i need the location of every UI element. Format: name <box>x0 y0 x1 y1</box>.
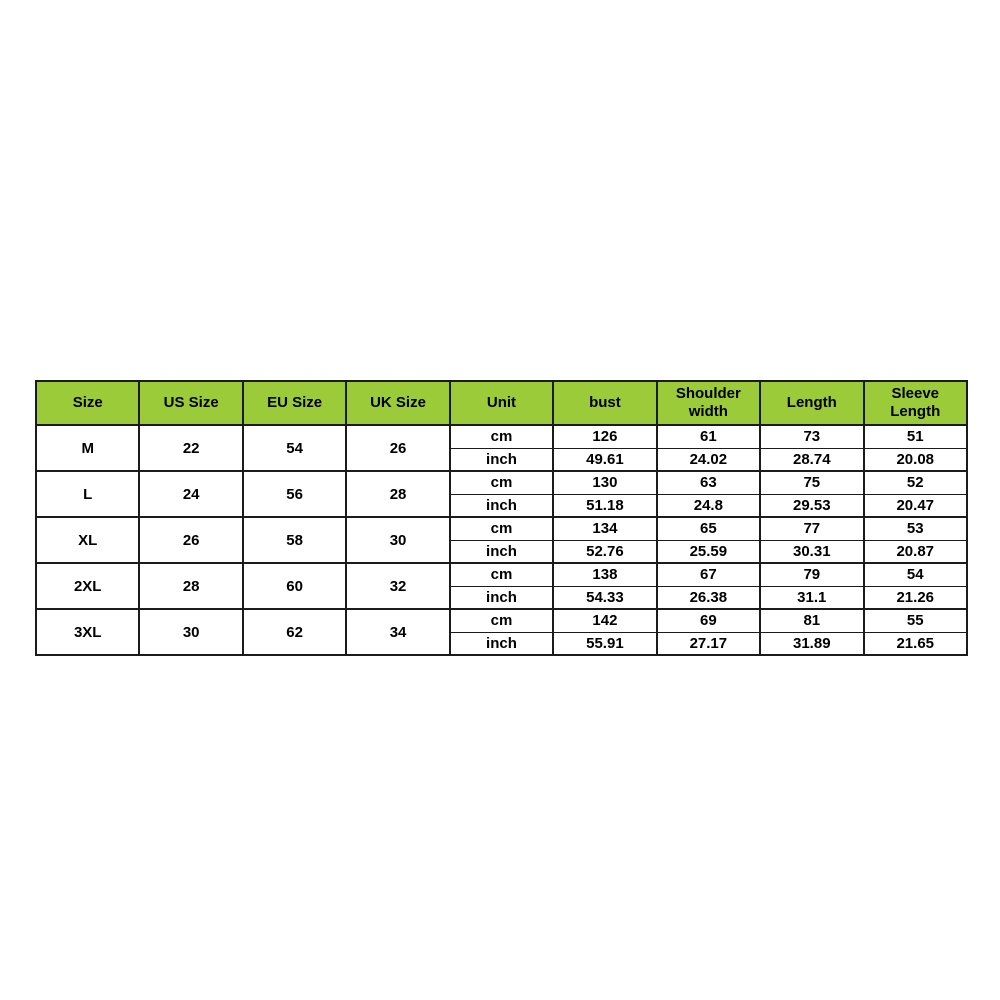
header-cell-eu-size: EU Size <box>243 381 346 425</box>
us-size-cell: 24 <box>139 471 242 517</box>
us-size-cell: 28 <box>139 563 242 609</box>
eu-size-cell: 54 <box>243 425 346 471</box>
shoulder-width-cell: 25.59 <box>657 540 760 563</box>
length-cell: 73 <box>760 425 863 448</box>
eu-size-cell: 62 <box>243 609 346 655</box>
table-row-3xl-cm <box>36 609 967 632</box>
eu-size-cell: 56 <box>243 471 346 517</box>
bust-cell: 52.76 <box>553 540 656 563</box>
unit-cell: cm <box>450 425 553 448</box>
size-cell: M <box>36 425 139 471</box>
uk-size-cell: 32 <box>346 563 449 609</box>
bust-cell: 130 <box>553 471 656 494</box>
sleeve-length-cell: 21.26 <box>864 586 968 609</box>
length-cell: 79 <box>760 563 863 586</box>
table-row-m-cm <box>36 425 967 448</box>
unit-cell: cm <box>450 563 553 586</box>
length-cell: 30.31 <box>760 540 863 563</box>
size-cell: XL <box>36 517 139 563</box>
sleeve-length-cell: 53 <box>864 517 968 540</box>
header-row <box>36 381 967 425</box>
header-cell-length: Length <box>760 381 863 425</box>
table-row-2xl-cm <box>36 563 967 586</box>
shoulder-width-cell: 65 <box>657 517 760 540</box>
sleeve-length-cell: 54 <box>864 563 968 586</box>
us-size-cell: 30 <box>139 609 242 655</box>
uk-size-cell: 28 <box>346 471 449 517</box>
bust-cell: 134 <box>553 517 656 540</box>
bust-cell: 55.91 <box>553 632 656 655</box>
size-chart-table <box>35 380 968 656</box>
length-cell: 75 <box>760 471 863 494</box>
shoulder-width-cell: 67 <box>657 563 760 586</box>
sleeve-length-cell: 20.87 <box>864 540 968 563</box>
length-cell: 31.89 <box>760 632 863 655</box>
header-cell-us-size: US Size <box>139 381 242 425</box>
sleeve-length-cell: 55 <box>864 609 968 632</box>
unit-cell: inch <box>450 494 553 517</box>
uk-size-cell: 30 <box>346 517 449 563</box>
us-size-cell: 26 <box>139 517 242 563</box>
uk-size-cell: 34 <box>346 609 449 655</box>
shoulder-width-cell: 24.8 <box>657 494 760 517</box>
size-cell: 2XL <box>36 563 139 609</box>
length-cell: 81 <box>760 609 863 632</box>
unit-cell: inch <box>450 540 553 563</box>
uk-size-cell: 26 <box>346 425 449 471</box>
header-cell-sleeve-length: Sleeve Length <box>864 381 968 425</box>
size-cell: L <box>36 471 139 517</box>
bust-cell: 126 <box>553 425 656 448</box>
unit-cell: inch <box>450 448 553 471</box>
shoulder-width-cell: 27.17 <box>657 632 760 655</box>
header-cell-shoulder-width: Shoulder width <box>657 381 760 425</box>
eu-size-cell: 58 <box>243 517 346 563</box>
bust-cell: 49.61 <box>553 448 656 471</box>
shoulder-width-cell: 24.02 <box>657 448 760 471</box>
header-cell-unit: Unit <box>450 381 553 425</box>
sleeve-length-cell: 51 <box>864 425 968 448</box>
unit-cell: inch <box>450 632 553 655</box>
us-size-cell: 22 <box>139 425 242 471</box>
shoulder-width-cell: 61 <box>657 425 760 448</box>
unit-cell: cm <box>450 517 553 540</box>
eu-size-cell: 60 <box>243 563 346 609</box>
length-cell: 77 <box>760 517 863 540</box>
sleeve-length-cell: 52 <box>864 471 968 494</box>
size-chart-container <box>35 380 968 656</box>
sleeve-length-cell: 20.08 <box>864 448 968 471</box>
shoulder-width-cell: 69 <box>657 609 760 632</box>
length-cell: 28.74 <box>760 448 863 471</box>
length-cell: 29.53 <box>760 494 863 517</box>
sleeve-length-cell: 20.47 <box>864 494 968 517</box>
table-row-xl-cm <box>36 517 967 540</box>
shoulder-width-cell: 26.38 <box>657 586 760 609</box>
unit-cell: cm <box>450 471 553 494</box>
header-cell-size: Size <box>36 381 139 425</box>
unit-cell: cm <box>450 609 553 632</box>
unit-cell: inch <box>450 586 553 609</box>
header-cell-bust: bust <box>553 381 656 425</box>
length-cell: 31.1 <box>760 586 863 609</box>
sleeve-length-cell: 21.65 <box>864 632 968 655</box>
size-cell: 3XL <box>36 609 139 655</box>
bust-cell: 51.18 <box>553 494 656 517</box>
bust-cell: 138 <box>553 563 656 586</box>
bust-cell: 142 <box>553 609 656 632</box>
bust-cell: 54.33 <box>553 586 656 609</box>
header-cell-uk-size: UK Size <box>346 381 449 425</box>
table-row-l-cm <box>36 471 967 494</box>
shoulder-width-cell: 63 <box>657 471 760 494</box>
